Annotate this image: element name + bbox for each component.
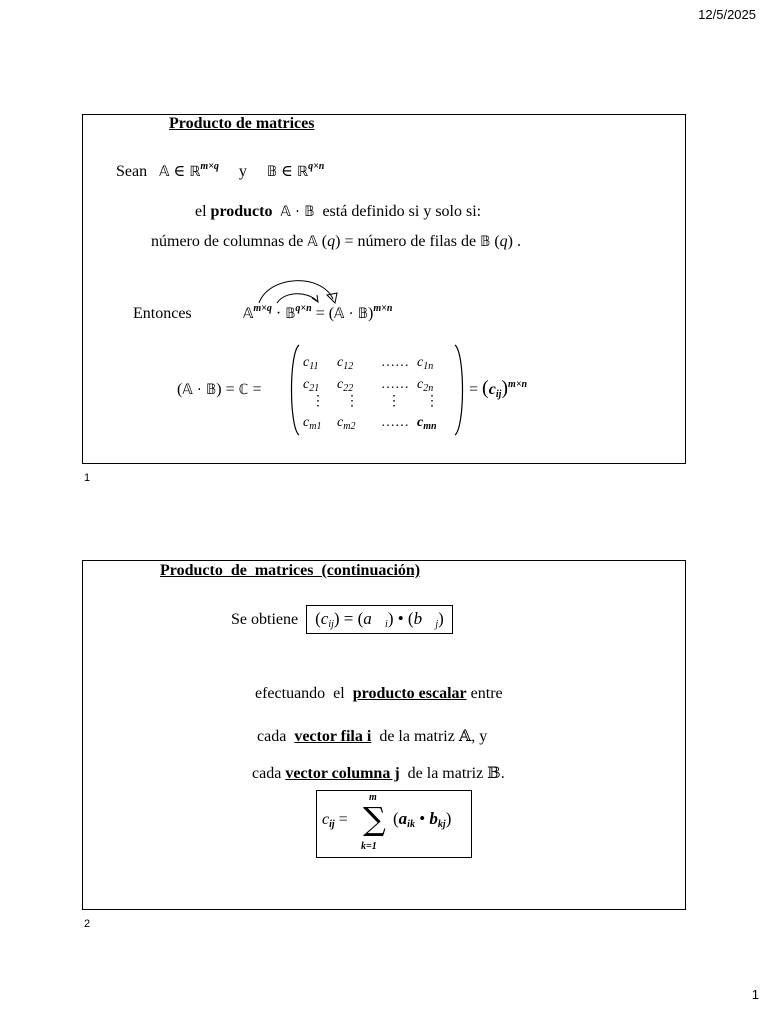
condition-prefix: el <box>195 203 207 220</box>
line1-prefix: efectuando el <box>255 685 345 702</box>
producto-bold: producto <box>210 203 273 220</box>
slide-1-columns-rows-line: número de columnas de 𝔸 (q) = número de filas de 𝔹 (q) . <box>151 233 521 250</box>
condition-suffix: está definido si y solo si: <box>322 203 482 220</box>
page-number: 1 <box>751 987 759 1002</box>
ellipsis: …… <box>381 415 409 430</box>
se-obtiene-label: Se obtiene <box>231 611 299 628</box>
summation-formula-box: $c_{ij}$ = ∑ m k=1 ($a_{ik}$ • $b_{kj}$) <box>316 790 472 858</box>
line3-prefix: cada <box>252 765 282 782</box>
ellipsis: …… <box>381 355 409 370</box>
sean-label: Sean <box>116 163 148 180</box>
slide-1-condition-line: el producto 𝔸 · 𝔹 está definido si y solo si: <box>195 203 482 220</box>
dot-product-box: $(c_{ij})$ = $(a⃗_i)$ • $(b⃗_j)$ <box>306 605 453 634</box>
matrix-right-paren <box>453 343 467 437</box>
se-obtiene-line <box>231 605 453 634</box>
slide-2-title: Producto de matrices (continuación) <box>160 562 421 579</box>
slide-1-definition-line: Sean 𝔸 ∈ ℝ$^{m\times q}$ y 𝔹 ∈ ℝ$^{q\times n}$ <box>116 161 325 180</box>
slide-1-title: Producto de matrices <box>169 115 315 132</box>
sigma-symbol: ∑ <box>363 800 386 838</box>
line2-prefix: cada <box>257 728 287 745</box>
line2-suffix: de la matriz 𝔸, y <box>379 728 488 745</box>
columns-text: número de columnas de <box>151 233 304 250</box>
line3-suffix: de la matriz 𝔹. <box>407 765 505 782</box>
and-label: y <box>238 163 247 180</box>
line1-suffix: entre <box>470 685 503 702</box>
matrix-left-paren <box>287 343 301 437</box>
matrix-c-lhs: (𝔸 · 𝔹) = ℂ = <box>177 381 262 398</box>
slide-1-number: 1 <box>84 472 91 484</box>
vector-columna-term: vector columna j <box>285 765 400 782</box>
ellipsis: …… <box>381 377 409 392</box>
producto-escalar-term: producto escalar <box>352 685 467 702</box>
header-date: 12/5/2025 <box>698 7 756 22</box>
vector-fila-term: vector fila i <box>294 728 372 745</box>
matrix-c-rhs: = $(c_{ij})^{m\times n}$ <box>469 377 528 400</box>
slide-2-number: 2 <box>84 918 91 930</box>
entonces-label: Entonces <box>133 305 192 322</box>
slide-1: Producto de matrices Sean 𝔸 ∈ ℝ$^{m\times q}$ y 𝔹 ∈ ℝ$^{q\times n}$ el producto 𝔸 · 𝔹 está definido si y solo si: número de columnas de 𝔸 (q) = número de filas de 𝔹 (q) . Entonces 𝔸$^{m\times q}$ · 𝔹$^{q\times n}$ = (𝔸 · 𝔹)$^{m\times n}$ (𝔸 · 𝔹) = ℂ = $c_{11}$ $c_{12}$ …… $c_{1n}$ $c_{21}$ $c_{22}$ …… $c_{2n}$ ⋮ ⋮ ⋮ ⋮ $c_{m1}$ $c_{m2}$ …… $c_{mn}$ = $(c_{ij})^{m\times n}$ <box>82 114 686 464</box>
slide-2 <box>82 560 686 910</box>
product-dimension-formula: 𝔸$^{m\times q}$ · 𝔹$^{q\times n}$ = (𝔸 · 𝔹)$^{m\times n}$ <box>243 303 393 322</box>
rows-text: = número de filas de <box>344 233 477 250</box>
